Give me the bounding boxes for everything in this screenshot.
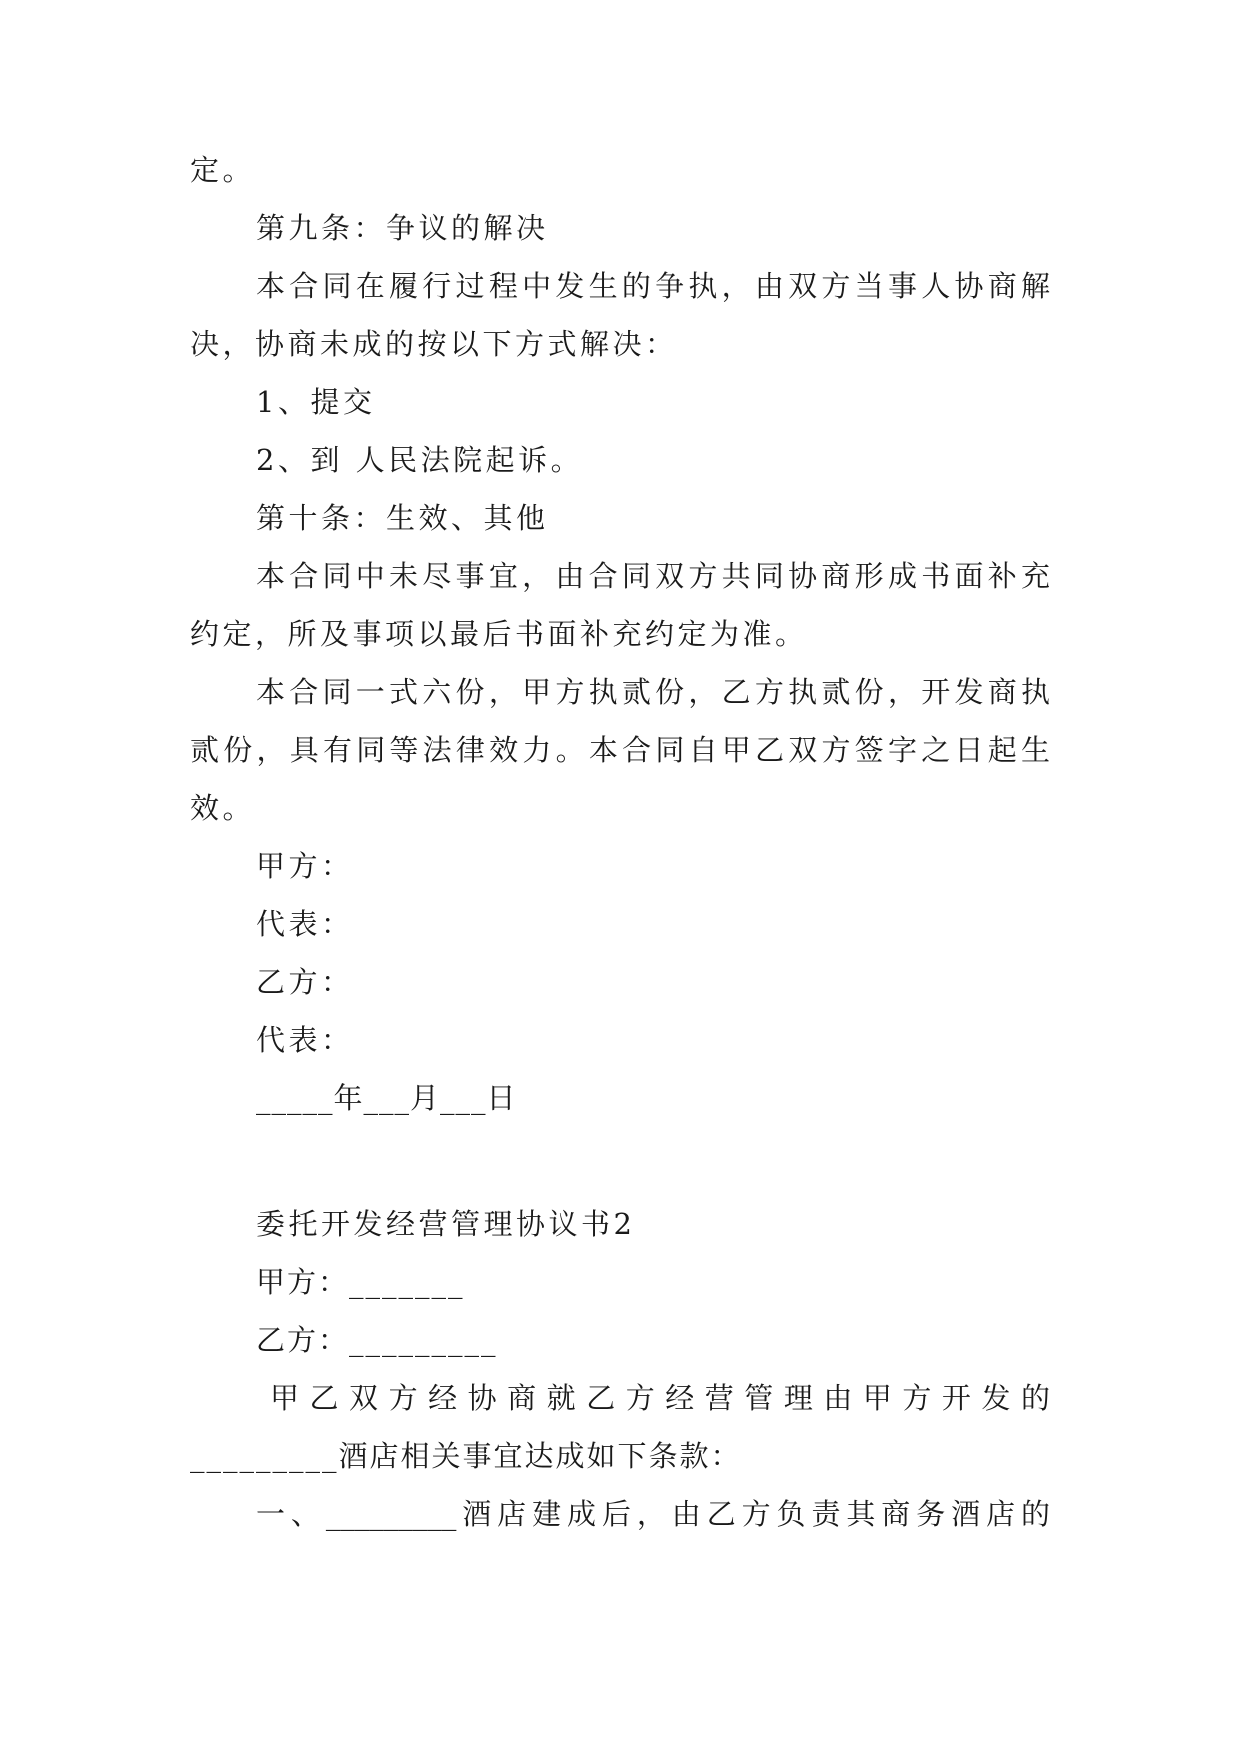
paragraph-line: 约定，所及事项以最后书面补充约定为准。 xyxy=(190,617,808,651)
section-heading-10: 第十条：生效、其他 xyxy=(256,501,549,535)
paragraph-line: 本合同在履行过程中发生的争执，由双方当事人协商解 xyxy=(256,269,1050,303)
paragraph-line: 贰份，具有同等法律效力。本合同自甲乙双方签字之日起生 xyxy=(190,733,1050,767)
party-a-signature-label: 甲方： xyxy=(256,849,354,883)
text-line: 定。 xyxy=(190,153,256,187)
paragraph-line: 本合同一式六份，甲方执贰份，乙方执贰份，开发商执 xyxy=(256,675,1050,709)
party-a-field: 甲方：_______ xyxy=(256,1265,465,1299)
paragraph-line: _________酒店相关事宜达成如下条款： xyxy=(190,1439,742,1473)
party-b-signature-label: 乙方： xyxy=(256,965,354,999)
date-line: _____年___月___日 xyxy=(256,1081,517,1115)
representative-signature-label: 代表： xyxy=(256,1023,354,1057)
list-item: 2、到 人民法院起诉。 xyxy=(256,443,584,477)
party-b-field: 乙方：_________ xyxy=(256,1323,498,1357)
representative-signature-label: 代表： xyxy=(256,907,354,941)
clause-1: 一、_________酒店建成后，由乙方负责其商务酒店的 xyxy=(256,1497,1050,1531)
section-heading-9: 第九条：争议的解决 xyxy=(256,211,549,245)
list-item: 1、提交 xyxy=(256,385,376,419)
paragraph-line: 本合同中未尽事宜，由合同双方共同协商形成书面补充 xyxy=(256,559,1050,593)
paragraph-line: 决，协商未成的按以下方式解决： xyxy=(190,327,678,361)
paragraph-line: 效。 xyxy=(190,791,256,825)
paragraph-line: 甲乙双方经协商就乙方经营管理由甲方开发的 xyxy=(270,1381,1050,1415)
document-title: 委托开发经营管理协议书2 xyxy=(256,1207,636,1241)
